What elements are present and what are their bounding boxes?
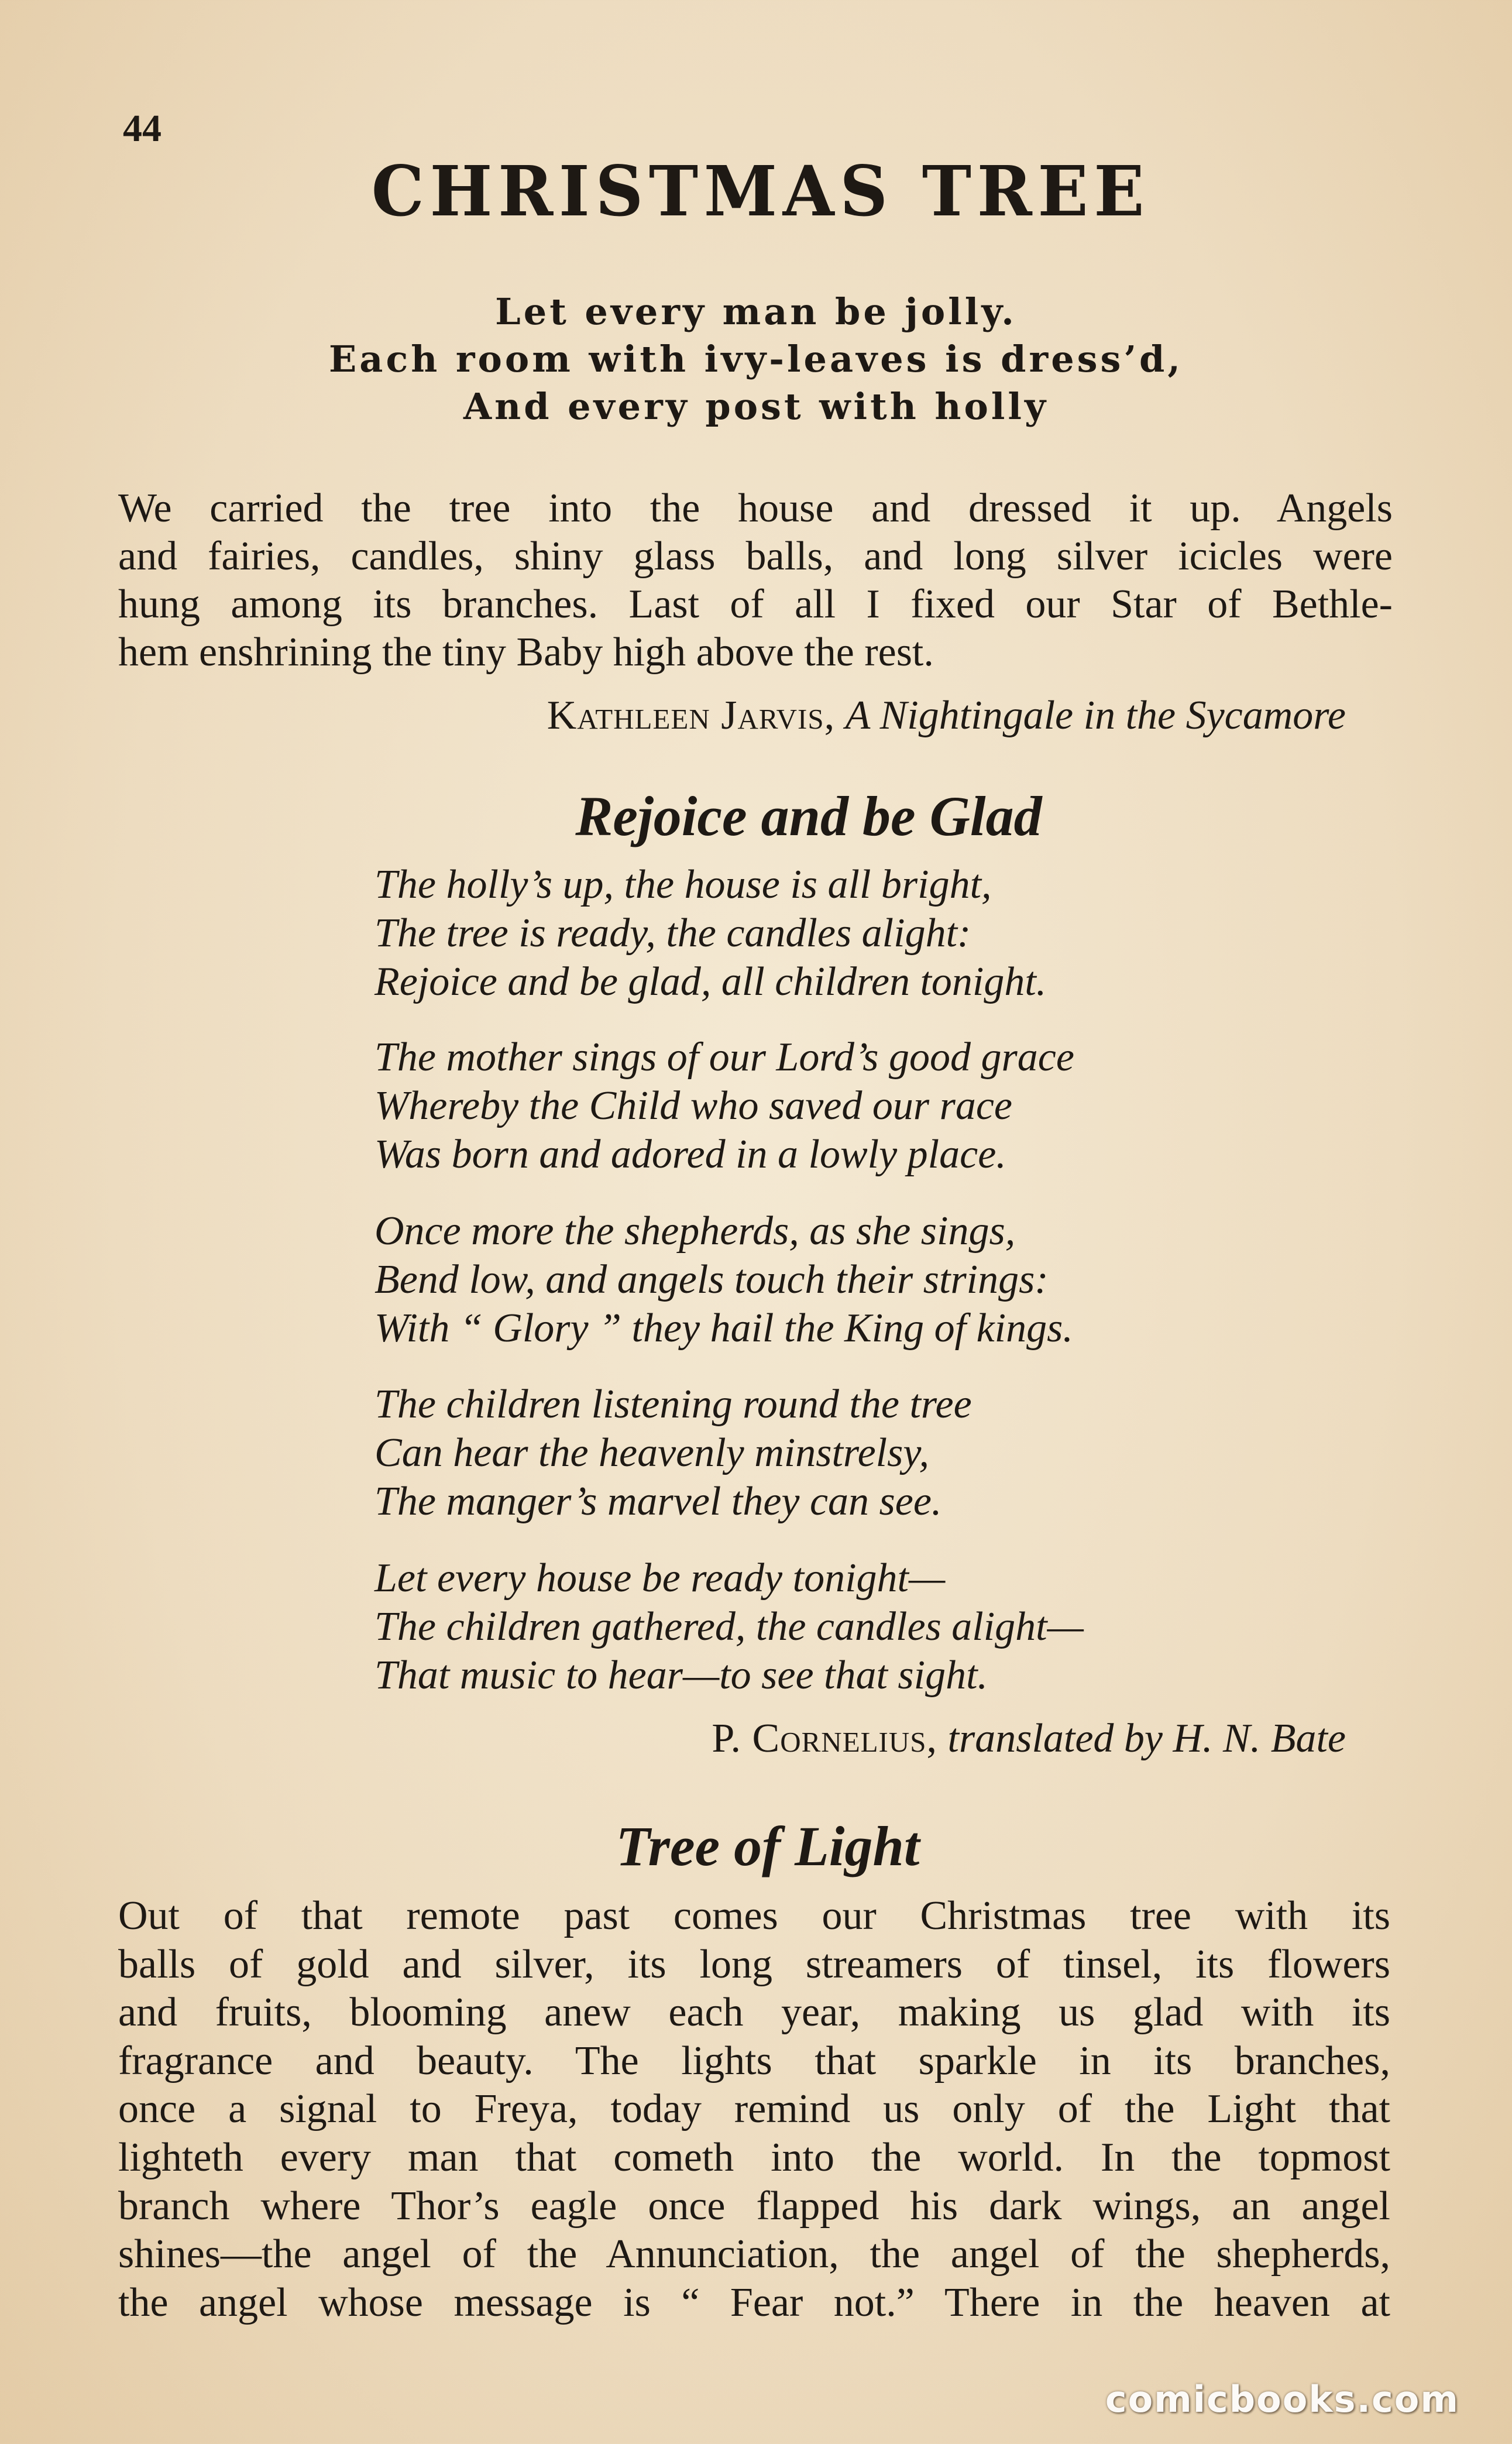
- poem-line: Once more the shepherds, as she sings,: [374, 1209, 1016, 1254]
- prose-passage: [118, 485, 1393, 677]
- poem-line: Let every house be ready tonight—: [374, 1556, 946, 1601]
- prose-line: fragrance and beauty. The lights that sparkle in its branches,: [118, 2038, 1390, 2083]
- epigraph: [0, 288, 1512, 430]
- prose-line: and fruits, blooming anew each year, making us glad with its: [118, 1990, 1390, 2035]
- prose-line: shines—the angel of the Annunciation, the angel of the shepherds,: [118, 2232, 1390, 2277]
- epigraph-line: And every post with holly: [463, 385, 1049, 428]
- poem-title: Rejoice and be Glad: [575, 785, 1042, 847]
- poem-line: The tree is ready, the candles alight:: [374, 911, 971, 956]
- poem-stanza: [374, 1554, 1084, 1700]
- poem-stanza: [374, 1207, 1073, 1353]
- section-title: Tree of Light: [616, 1815, 920, 1877]
- poem-line: The children gathered, the candles alight—: [374, 1604, 1084, 1649]
- prose-passage: [118, 1892, 1390, 2327]
- prose-line: Out of that remote past comes our Christmas tree with its: [118, 1893, 1390, 1938]
- poem-line: The children listening round the tree: [374, 1382, 972, 1427]
- poem-stanza: [374, 1033, 1074, 1179]
- prose-line: branch where Thor’s eagle once flapped his dark wings, an angel: [118, 2183, 1390, 2229]
- poem-line: With “ Glory ” they hail the King of kings.: [374, 1306, 1073, 1351]
- poem-line: The manger’s marvel they can see.: [374, 1479, 942, 1524]
- prose-line: and fairies, candles, shiny glass balls, and long silver icicles were: [118, 534, 1393, 579]
- poem-line: Rejoice and be glad, all children tonight.: [374, 959, 1047, 1004]
- prose-line: hem enshrining the tiny Baby high above the rest.: [118, 630, 934, 675]
- translator-credit: translated by H. N. Bate: [947, 1716, 1346, 1761]
- author-name: Kathleen Jarvis,: [547, 693, 836, 738]
- poem-stanza: [374, 860, 1046, 1006]
- passage-attribution: [0, 692, 1346, 740]
- epigraph-line: Each room with ivy-leaves is dress’d,: [329, 338, 1183, 380]
- poem-attribution: [0, 1715, 1346, 1763]
- prose-line: hung among its branches. Last of all I fixed our Star of Bethle-: [118, 582, 1393, 627]
- work-title: A Nightingale in the Sycamore: [845, 693, 1346, 738]
- page-number: 44: [123, 107, 161, 150]
- poem-line: That music to hear—to see that sight.: [374, 1653, 988, 1698]
- page-title: CHRISTMAS TREE: [371, 150, 1150, 232]
- poem-line: Was born and adored in a lowly place.: [374, 1132, 1006, 1177]
- prose-line: once a signal to Freya, today remind us only of the Light that: [118, 2086, 1390, 2132]
- epigraph-line: Let every man be jolly.: [495, 290, 1017, 333]
- prose-line: the angel whose message is “ Fear not.” There in the heaven at: [118, 2280, 1390, 2325]
- prose-line: balls of gold and silver, its long streamers of tinsel, its flowers: [118, 1941, 1390, 1987]
- watermark: comicbooks.com: [1105, 2378, 1459, 2421]
- poem-line: The mother sings of our Lord’s good grace: [374, 1035, 1074, 1080]
- prose-line: lighteth every man that cometh into the world. In the topmost: [118, 2134, 1390, 2180]
- poem-line: Can hear the heavenly minstrelsy,: [374, 1430, 930, 1475]
- poem-stanza: [374, 1380, 972, 1526]
- poem-line: Bend low, and angels touch their strings:: [374, 1257, 1049, 1302]
- poem-line: Whereby the Child who saved our race: [374, 1083, 1012, 1128]
- author-name: P. Cornelius,: [712, 1716, 938, 1761]
- prose-line: We carried the tree into the house and dressed it up. Angels: [118, 486, 1393, 531]
- poem-line: The holly’s up, the house is all bright,: [374, 862, 992, 907]
